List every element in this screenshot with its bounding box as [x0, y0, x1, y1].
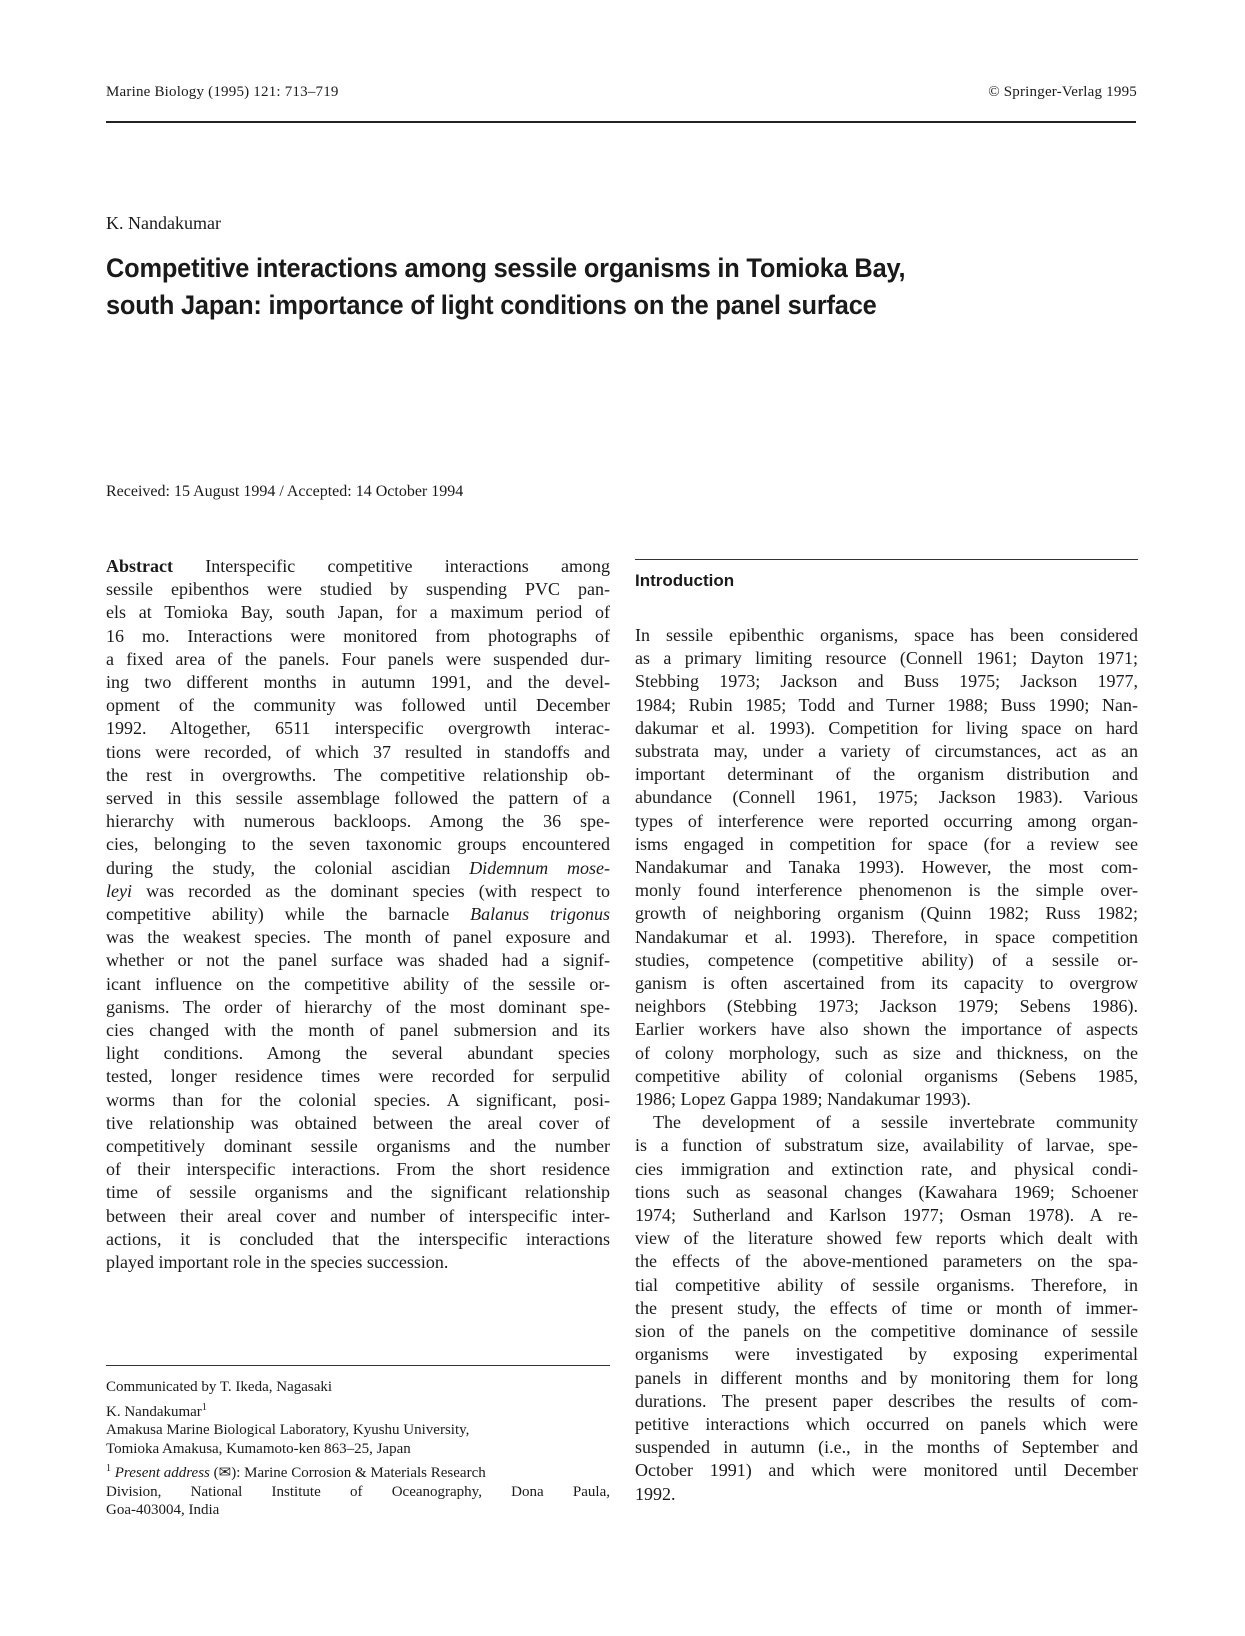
intro-line: tions such as seasonal changes (Kawahara 1969; Schoener — [635, 1181, 1138, 1202]
intro-line: is a function of substratum size, availability of larvae, spe- — [635, 1135, 1138, 1156]
intro-line: 1986; Lopez Gappa 1989; Nandakumar 1993). — [635, 1089, 971, 1110]
present-address-marker: 1 — [106, 1463, 111, 1474]
intro-line: tial competitive ability of sessile organisms. Therefore, in — [635, 1274, 1138, 1295]
introduction-heading: Introduction — [635, 571, 735, 590]
affiliation-line: Amakusa Marine Biological Laboratory, Kyushu University, — [106, 1422, 470, 1438]
intro-line: 1974; Sutherland and Karlson 1977; Osman 1978). A re- — [635, 1205, 1138, 1226]
intro-line: organisms were investigated by exposing experimental — [635, 1344, 1138, 1365]
abstract-line: tive relationship was obtained between the areal cover of — [106, 1112, 610, 1133]
intro-line: cies immigration and extinction rate, and physical condi- — [635, 1158, 1138, 1179]
abstract-line: competitive ability) while the barnacle Balanus trigonus — [106, 904, 610, 925]
intro-line: important determinant of the organism distribution and — [635, 764, 1138, 785]
abstract-line: tested, longer residence times were recorded for serpulid — [106, 1066, 610, 1087]
article-title — [106, 250, 1046, 324]
envelope-icon: (✉): — [213, 1465, 241, 1481]
abstract-line: of their interspecific interactions. From the short residence — [106, 1159, 610, 1180]
intro-line: panels in different months and by monitoring them for long — [635, 1367, 1138, 1388]
intro-line: durations. The present paper describes the results of com- — [635, 1390, 1138, 1411]
intro-line: October 1991) and which were monitored until December — [635, 1460, 1138, 1481]
journal-citation: Marine Biology (1995) 121: 713–719 — [106, 84, 339, 100]
received-accepted-dates: Received: 15 August 1994 / Accepted: 14 October 1994 — [106, 483, 464, 500]
abstract-line: ing two different months in autumn 1991, and the devel- — [106, 672, 610, 693]
abstract-line: Abstract Interspecific competitive interactions among — [106, 556, 610, 576]
abstract-line: was the weakest species. The month of panel exposure and — [106, 927, 610, 948]
abstract-line: played important role in the species succession. — [106, 1252, 449, 1273]
copyright-notice: © Springer-Verlag 1995 — [988, 84, 1137, 100]
abstract-line: icant influence on the competitive ability of the sessile or- — [106, 973, 610, 994]
abstract-line: cies changed with the month of panel submersion and its — [106, 1020, 610, 1041]
intro-line: substrata may, under a variety of circumstances, act as an — [635, 741, 1138, 762]
title-line-2: south Japan: importance of light conditions on the panel surface — [106, 290, 877, 320]
intro-line: In sessile epibenthic organisms, space has been considered — [635, 625, 1138, 645]
abstract-line: tions were recorded, of which 37 resulted in standoffs and — [106, 741, 610, 762]
intro-line: The development of a sessile invertebrate community — [653, 1112, 1138, 1133]
intro-line: types of interference were reported occurring among organ- — [635, 810, 1138, 831]
abstract-line: sessile epibenthos were studied by suspending PVC pan- — [106, 579, 610, 600]
abstract-line: served in this sessile assemblage followed the pattern of a — [106, 788, 610, 809]
intro-line: sion of the panels on the competitive dominance of sessile — [635, 1321, 1138, 1342]
abstract-line: actions, it is concluded that the interspecific interactions — [106, 1228, 610, 1249]
present-address: $^1$ Present address (✉): Marine Corrosion & Materials Research Division, National Institute of Oceanography, Dona Paula, Goa-403004, India — [106, 1463, 610, 1518]
footnotes — [106, 1378, 610, 1526]
present-address-label: Present address — [114, 1465, 210, 1481]
intro-line: petitive interactions which occurred on panels which were — [635, 1413, 1138, 1434]
abstract-line: 1992. Altogether, 6511 interspecific overgrowth interac- — [106, 718, 610, 739]
intro-line: 1984; Rubin 1985; Todd and Turner 1988; Buss 1990; Nan- — [635, 694, 1138, 715]
species-name: leyi — [106, 880, 132, 901]
intro-line: suspended in autumn (i.e., in the months of September and — [635, 1437, 1138, 1458]
intro-line: as a primary limiting resource (Connell 1961; Dayton 1971; — [635, 648, 1138, 669]
abstract-line: between their areal cover and number of interspecific inter- — [106, 1205, 610, 1226]
intro-line: the effects of the above-mentioned parameters on the spa- — [635, 1251, 1138, 1272]
abstract-line: opment of the community was followed until December — [106, 695, 610, 716]
abstract-line: 16 mo. Interactions were monitored from photographs of — [106, 625, 610, 646]
intro-line: monly found interference phenomenon is the simple over- — [635, 880, 1138, 901]
abstract-line: competitively dominant sessile organisms and the number — [106, 1136, 610, 1157]
abstract-label: Abstract — [106, 556, 173, 576]
communicated-by: Communicated by T. Ikeda, Nagasaki — [106, 1379, 333, 1395]
abstract-line: cies, belonging to the seven taxonomic groups encountered — [106, 834, 610, 855]
intro-line: neighbors (Stebbing 1973; Jackson 1979; Sebens 1986). — [635, 996, 1138, 1017]
affiliation-marker: 1 — [201, 1401, 207, 1413]
intro-line: growth of neighboring organism (Quinn 1982; Russ 1982; — [635, 903, 1138, 924]
abstract-line: whether or not the panel surface was shaded had a signif- — [106, 950, 610, 971]
abstract-line: hierarchy with numerous backloops. Among the 36 spe- — [106, 811, 610, 832]
author-affiliation — [106, 1403, 610, 1459]
intro-line: isms engaged in competition for space (for a review see — [635, 833, 1138, 854]
intro-line: Earlier workers have also shown the importance of aspects — [635, 1019, 1138, 1040]
abstract-line: ganisms. The order of hierarchy of the most dominant spe- — [106, 996, 610, 1017]
abstract-line: the rest in overgrowths. The competitive relationship ob- — [106, 764, 610, 785]
header-rule — [106, 121, 1136, 123]
species-name: Didemnum mose- — [469, 857, 610, 878]
author-name: K. Nandakumar — [106, 213, 221, 233]
intro-line: studies, competence (competitive ability) of a sessile or- — [635, 949, 1138, 970]
abstract-line: worms than for the colonial species. A significant, posi- — [106, 1089, 610, 1110]
intro-line: view of the literature showed few reports which dealt with — [635, 1228, 1138, 1249]
abstract-line: during the study, the colonial ascidian Didemnum mose- — [106, 857, 610, 878]
abstract-line: els at Tomioka Bay, south Japan, for a maximum period of — [106, 602, 610, 623]
intro-line: of colony morphology, such as size and thickness, on the — [635, 1042, 1138, 1063]
intro-line: 1992. — [635, 1483, 676, 1504]
affiliation-author: K. Nandakumar — [106, 1403, 202, 1420]
abstract — [106, 555, 610, 1274]
abstract-line: a fixed area of the panels. Four panels were suspended dur- — [106, 648, 610, 669]
intro-line: Nandakumar and Tanaka 1993). However, the most com- — [635, 857, 1138, 878]
abstract-line: time of sessile organisms and the significant relationship — [106, 1182, 610, 1203]
intro-line: Stebbing 1973; Jackson and Buss 1975; Jackson 1977, — [635, 671, 1138, 692]
present-address-line: Division, National Institute of Oceanography, Dona Paula, — [106, 1483, 610, 1500]
present-address-line: Goa-403004, India — [106, 1502, 220, 1518]
species-name: Balanus trigonus — [470, 904, 610, 925]
intro-line: competitive ability of colonial organisms (Sebens 1985, — [635, 1065, 1138, 1086]
footnote-rule — [106, 1365, 610, 1366]
abstract-line: light conditions. Among the several abundant species — [106, 1043, 610, 1064]
intro-line: abundance (Connell 1961, 1975; Jackson 1983). Various — [635, 787, 1138, 808]
section-rule — [635, 559, 1138, 560]
intro-line: dakumar et al. 1993). Competition for living space on hard — [635, 717, 1138, 738]
intro-line: Nandakumar et al. 1993). Therefore, in space competition — [635, 926, 1138, 947]
intro-line: the present study, the effects of time or month of immer- — [635, 1297, 1138, 1318]
introduction-body — [635, 624, 1138, 1506]
title-line-1: Competitive interactions among sessile organisms in Tomioka Bay, — [106, 253, 906, 283]
intro-line: ganism is often ascertained from its capacity to overgrow — [635, 973, 1138, 994]
abstract-line: leyi was recorded as the dominant species (with respect to — [106, 880, 610, 901]
affiliation-line: Tomioka Amakusa, Kumamoto-ken 863–25, Japan — [106, 1440, 411, 1457]
